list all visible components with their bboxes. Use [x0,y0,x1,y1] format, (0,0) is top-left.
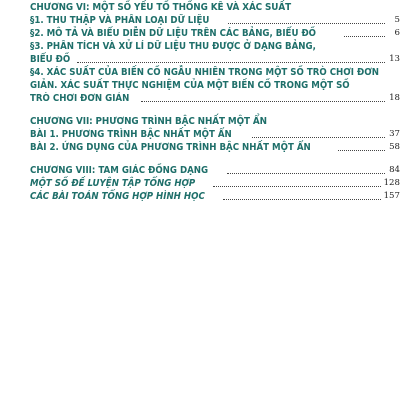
page-number: 84 [389,165,400,175]
toc-entry-text: BÀI 2. ỨNG DỤNG CỦA PHƯƠNG TRÌNH BẬC NHẤT MỘT ẨN [30,142,311,153]
page-number: 18 [389,93,400,103]
dot-leader [227,172,385,174]
toc-entry-6-2[interactable] [30,27,400,40]
spacer [30,154,400,164]
toc-entry-practice-tests[interactable] [30,177,400,190]
page-number: 58 [389,142,400,152]
page-number: 128 [383,178,400,188]
chapter-6-title: CHƯƠNG VI: MỘT SỐ YẾU TỐ THỐNG KÊ VÀ XÁC SUẤT [30,2,292,13]
toc-entry-text-line2: BIỂU ĐỒ [30,54,71,65]
toc-entry-text-line2: GIẢN. XÁC SUẤT THỰC NGHIỆM CỦA MỘT BIẾN CỐ TRONG MỘT SỐ [30,80,350,91]
toc-entry-geometry-problems[interactable] [30,190,400,203]
spacer [30,105,400,115]
toc-entry-text-line3: TRÒ CHƠI ĐƠN GIẢN [30,93,130,104]
toc-entry-text: BÀI 1. PHƯƠNG TRÌNH BẬC NHẤT MỘT ẨN [30,129,232,140]
table-of-contents [30,1,400,203]
toc-entry-text: MỘT SỐ ĐỀ LUYỆN TẬP TỔNG HỢP [30,178,196,189]
dot-leader [223,198,381,200]
toc-entry-7-2[interactable] [30,141,400,154]
page-number: 157 [383,191,400,201]
dot-leader [338,149,385,151]
toc-entry-7-1[interactable] [30,128,400,141]
dot-leader [213,185,381,187]
chapter-8-title: CHƯƠNG VIII: TAM GIÁC ĐỒNG DẠNG [30,165,209,176]
page-number: 6 [394,28,400,38]
dot-leader [77,61,385,63]
toc-entry-text: CÁC BÀI TOÁN TỔNG HỢP HÌNH HỌC [30,191,205,202]
toc-entry-6-1[interactable] [30,14,400,27]
toc-entry-text-line1: §4. XÁC SUẤT CỦA BIẾN CỐ NGẪU NHIÊN TRONG MỘT SỐ TRÒ CHƠI ĐƠN [30,67,379,78]
toc-entry-6-3[interactable] [30,40,400,66]
dot-leader [344,35,385,37]
dot-leader [252,136,385,138]
chapter-7-title: CHƯƠNG VII: PHƯƠNG TRÌNH BẬC NHẤT MỘT ẨN [30,116,267,127]
page-number: 5 [394,15,400,25]
page-number: 37 [389,129,400,139]
page-number: 13 [389,54,400,64]
dot-leader [141,100,385,102]
dot-leader [228,22,385,24]
toc-entry-text: §2. MÔ TẢ VÀ BIỂU DIỄN DỮ LIỆU TRÊN CÁC BẢNG, BIỂU ĐỒ [30,28,317,39]
toc-entry-8[interactable] [30,164,400,177]
toc-entry-text-line1: §3. PHÂN TÍCH VÀ XỬ LÍ DỮ LIỆU THU ĐƯỢC Ở DẠNG BẢNG, [30,41,316,52]
toc-entry-6-4[interactable] [30,66,400,105]
toc-entry-text: §1. THU THẬP VÀ PHÂN LOẠI DỮ LIỆU [30,15,210,26]
